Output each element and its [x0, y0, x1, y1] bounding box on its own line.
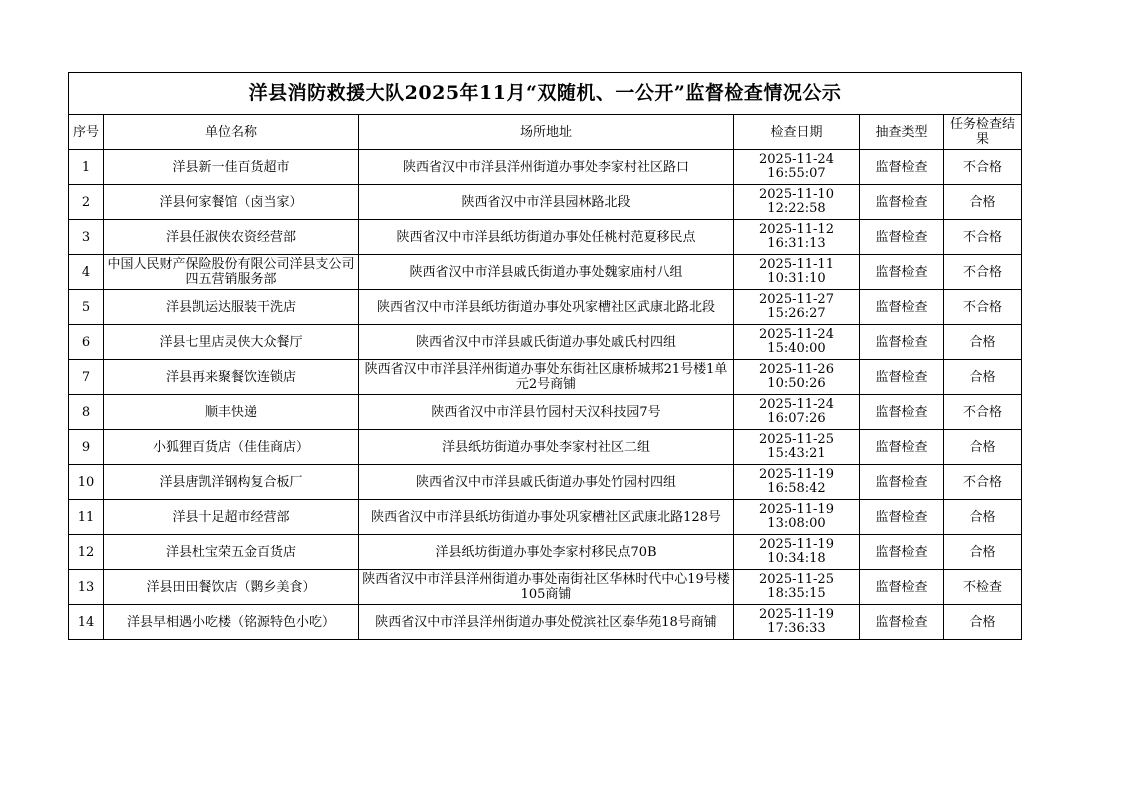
- header-row: [69, 115, 1022, 150]
- row-time: 15:26:27: [767, 306, 826, 321]
- row-check-type: 监督检查: [860, 500, 944, 535]
- row-unit-name: 洋县唐凯洋钢构复合板厂: [104, 465, 359, 500]
- header-unit: 单位名称: [104, 115, 359, 150]
- row-time: 15:40:00: [767, 341, 826, 356]
- row-inspection-datetime: [734, 395, 860, 430]
- row-address: 陕西省汉中市洋县戚氏街道办事处魏家庙村八组: [359, 255, 734, 290]
- row-address: 陕西省汉中市洋县戚氏街道办事处竹园村四组: [359, 465, 734, 500]
- table-row: [69, 290, 1022, 325]
- row-address: 洋县纸坊街道办事处李家村社区二组: [359, 430, 734, 465]
- row-time: 15:43:21: [767, 446, 826, 461]
- header-address: 场所地址: [359, 115, 734, 150]
- row-check-type: 监督检查: [860, 150, 944, 185]
- row-result: 不检查: [944, 570, 1022, 605]
- table-row: [69, 570, 1022, 605]
- row-address: 陕西省汉中市洋县洋州街道办事处傥滨社区泰华苑18号商铺: [359, 605, 734, 640]
- row-date: 2025-11-25: [759, 572, 834, 587]
- row-no: 6: [69, 325, 104, 360]
- row-inspection-datetime: [734, 500, 860, 535]
- row-check-type: 监督检查: [860, 255, 944, 290]
- row-time: 18:35:15: [767, 586, 826, 601]
- row-unit-name: 洋县杜宝荣五金百货店: [104, 535, 359, 570]
- row-address: 陕西省汉中市洋县竹园村天汉科技园7号: [359, 395, 734, 430]
- row-no: 9: [69, 430, 104, 465]
- row-address: 陕西省汉中市洋县纸坊街道办事处任桃村范夏移民点: [359, 220, 734, 255]
- row-date: 2025-11-12: [759, 222, 834, 237]
- row-inspection-datetime: [734, 220, 860, 255]
- row-unit-name: 洋县何家餐馆（卤当家）: [104, 185, 359, 220]
- row-no: 10: [69, 465, 104, 500]
- row-no: 2: [69, 185, 104, 220]
- row-check-type: 监督检查: [860, 220, 944, 255]
- row-time: 16:58:42: [767, 481, 826, 496]
- table-row: [69, 500, 1022, 535]
- row-result: 不合格: [944, 290, 1022, 325]
- row-check-type: 监督检查: [860, 325, 944, 360]
- row-unit-name: 洋县任淑侠农资经营部: [104, 220, 359, 255]
- row-inspection-datetime: [734, 605, 860, 640]
- row-date: 2025-11-24: [759, 327, 834, 342]
- table-row: [69, 430, 1022, 465]
- row-unit-name: 洋县新一佳百货超市: [104, 150, 359, 185]
- row-date: 2025-11-19: [759, 537, 834, 552]
- table-row: [69, 325, 1022, 360]
- row-no: 14: [69, 605, 104, 640]
- row-time: 13:08:00: [767, 516, 826, 531]
- table-row: [69, 150, 1022, 185]
- row-time: 10:31:10: [767, 271, 826, 286]
- row-address: 洋县纸坊街道办事处李家村移民点70B: [359, 535, 734, 570]
- row-result: 不合格: [944, 395, 1022, 430]
- row-date: 2025-11-10: [759, 187, 834, 202]
- row-address: 陕西省汉中市洋县纸坊街道办事处巩家槽社区武康北路北段: [359, 290, 734, 325]
- row-inspection-datetime: [734, 570, 860, 605]
- row-time: 10:34:18: [767, 551, 826, 566]
- row-date: 2025-11-24: [759, 397, 834, 412]
- row-inspection-datetime: [734, 360, 860, 395]
- row-address: 陕西省汉中市洋县戚氏街道办事处戚氏村四组: [359, 325, 734, 360]
- table-title: 洋县消防救援大队2025年11月“双随机、一公开”监督检查情况公示: [69, 73, 1022, 115]
- table-row: [69, 535, 1022, 570]
- row-date: 2025-11-27: [759, 292, 834, 307]
- row-date: 2025-11-24: [759, 152, 834, 167]
- row-unit-name: 洋县凯运达服装干洗店: [104, 290, 359, 325]
- row-inspection-datetime: [734, 535, 860, 570]
- table-row: [69, 395, 1022, 430]
- row-inspection-datetime: [734, 150, 860, 185]
- row-no: 4: [69, 255, 104, 290]
- row-check-type: 监督检查: [860, 360, 944, 395]
- row-address: 陕西省汉中市洋县洋州街道办事处东街社区康桥城邦21号楼1单元2号商铺: [359, 360, 734, 395]
- row-check-type: 监督检查: [860, 395, 944, 430]
- row-date: 2025-11-19: [759, 607, 834, 622]
- row-no: 11: [69, 500, 104, 535]
- table-row: [69, 605, 1022, 640]
- row-result: 不合格: [944, 150, 1022, 185]
- header-result: 任务检查结果: [944, 115, 1022, 150]
- row-result: 合格: [944, 500, 1022, 535]
- row-result: 合格: [944, 605, 1022, 640]
- row-check-type: 监督检查: [860, 465, 944, 500]
- row-no: 5: [69, 290, 104, 325]
- row-unit-name: 洋县早相遇小吃楼（铭源特色小吃）: [104, 605, 359, 640]
- row-result: 合格: [944, 185, 1022, 220]
- row-result: 合格: [944, 430, 1022, 465]
- row-result: 合格: [944, 360, 1022, 395]
- row-inspection-datetime: [734, 255, 860, 290]
- row-unit-name: 洋县十足超市经营部: [104, 500, 359, 535]
- row-inspection-datetime: [734, 430, 860, 465]
- row-check-type: 监督检查: [860, 290, 944, 325]
- row-no: 3: [69, 220, 104, 255]
- table-row: [69, 220, 1022, 255]
- row-address: 陕西省汉中市洋县洋州街道办事处南街社区华林时代中心19号楼105商铺: [359, 570, 734, 605]
- row-check-type: 监督检查: [860, 605, 944, 640]
- row-unit-name: 洋县田田餐饮店（鹮乡美食）: [104, 570, 359, 605]
- row-time: 16:07:26: [767, 411, 826, 426]
- table-row: [69, 255, 1022, 290]
- table-row: [69, 185, 1022, 220]
- row-check-type: 监督检查: [860, 535, 944, 570]
- row-inspection-datetime: [734, 465, 860, 500]
- row-check-type: 监督检查: [860, 185, 944, 220]
- row-no: 7: [69, 360, 104, 395]
- row-inspection-datetime: [734, 185, 860, 220]
- header-type: 抽查类型: [860, 115, 944, 150]
- row-date: 2025-11-19: [759, 467, 834, 482]
- row-no: 1: [69, 150, 104, 185]
- row-result: 不合格: [944, 465, 1022, 500]
- row-unit-name: 顺丰快递: [104, 395, 359, 430]
- row-inspection-datetime: [734, 325, 860, 360]
- row-no: 12: [69, 535, 104, 570]
- table-row: [69, 465, 1022, 500]
- row-date: 2025-11-25: [759, 432, 834, 447]
- row-result: 不合格: [944, 255, 1022, 290]
- row-check-type: 监督检查: [860, 570, 944, 605]
- row-check-type: 监督检查: [860, 430, 944, 465]
- row-time: 16:31:13: [767, 236, 826, 251]
- table-row: [69, 360, 1022, 395]
- row-no: 8: [69, 395, 104, 430]
- row-unit-name: 洋县七里店灵侠大众餐厅: [104, 325, 359, 360]
- row-date: 2025-11-11: [759, 257, 834, 272]
- row-inspection-datetime: [734, 290, 860, 325]
- row-unit-name: 小狐狸百货店（佳佳商店）: [104, 430, 359, 465]
- row-result: 合格: [944, 535, 1022, 570]
- row-unit-name: 中国人民财产保险股份有限公司洋县支公司四五营销服务部: [104, 255, 359, 290]
- row-date: 2025-11-19: [759, 502, 834, 517]
- row-address: 陕西省汉中市洋县洋州街道办事处李家村社区路口: [359, 150, 734, 185]
- row-address: 陕西省汉中市洋县园林路北段: [359, 185, 734, 220]
- row-date: 2025-11-26: [759, 362, 834, 377]
- row-time: 16:55:07: [767, 166, 826, 181]
- row-result: 合格: [944, 325, 1022, 360]
- row-time: 17:36:33: [767, 621, 826, 636]
- row-time: 12:22:58: [767, 201, 826, 216]
- header-date: 检查日期: [734, 115, 860, 150]
- row-no: 13: [69, 570, 104, 605]
- row-result: 不合格: [944, 220, 1022, 255]
- row-address: 陕西省汉中市洋县纸坊街道办事处巩家槽社区武康北路128号: [359, 500, 734, 535]
- row-time: 10:50:26: [767, 376, 826, 391]
- header-no: 序号: [69, 115, 104, 150]
- row-unit-name: 洋县再来聚餐饮连锁店: [104, 360, 359, 395]
- inspection-table: [68, 72, 1022, 640]
